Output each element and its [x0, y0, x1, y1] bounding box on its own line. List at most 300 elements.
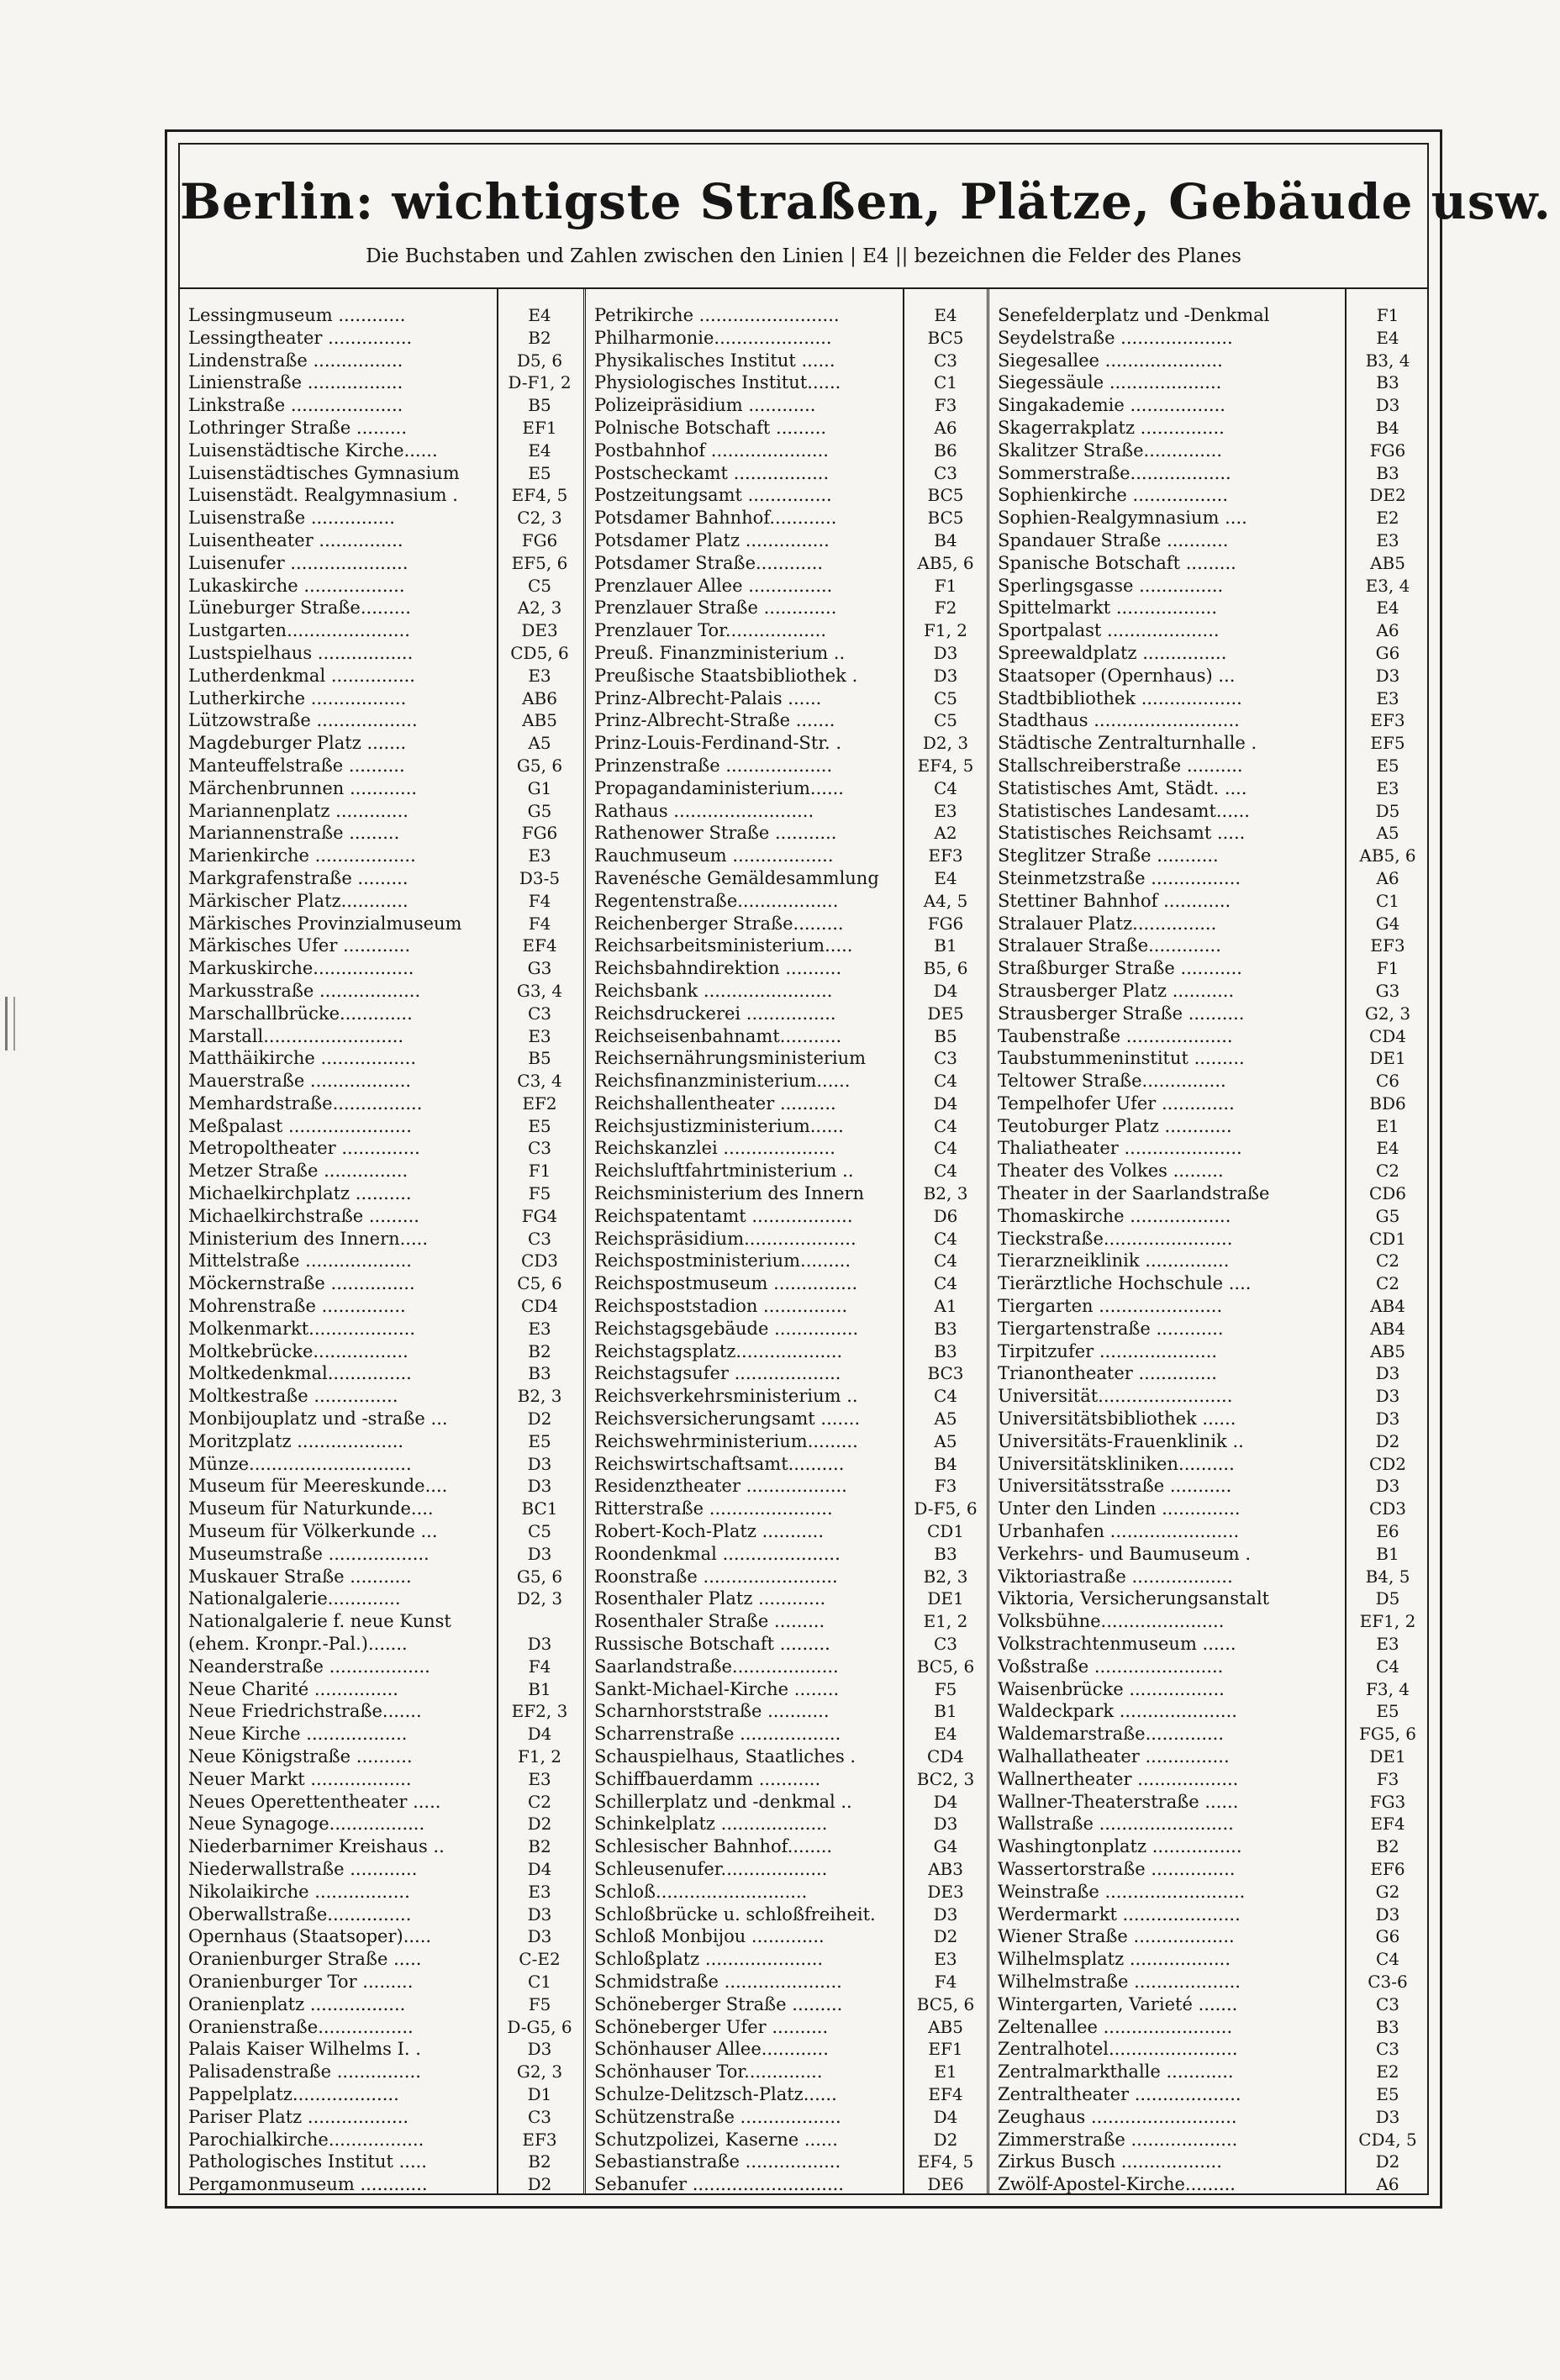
- entry-name: Senefelderplatz und -Denkmal: [998, 305, 1270, 325]
- index-entry: [180, 1858, 583, 1881]
- entry-grid-code: DE5: [927, 1003, 964, 1024]
- index-entry: [586, 1205, 987, 1228]
- entry-name: Weinstraße .........................: [998, 1881, 1246, 1902]
- entry-name: Tierärztliche Hochschule ....: [998, 1273, 1252, 1294]
- entry-grid-code: DE3: [927, 1881, 964, 1902]
- entry-name: Neue Friedrichstraße.......: [188, 1701, 422, 1722]
- entry-grid-code: D3: [527, 1453, 552, 1474]
- index-entry: [989, 1340, 1429, 1363]
- entry-grid-code: C5: [933, 710, 958, 731]
- index-entry: [989, 642, 1429, 665]
- entry-grid-code: C2: [1375, 1273, 1400, 1294]
- index-entry: [586, 935, 987, 957]
- entry-grid-code: B3: [528, 1363, 551, 1384]
- index-entry: [180, 1633, 583, 1656]
- index-entry: [989, 1678, 1429, 1701]
- entry-name: Stralauer Platz...............: [998, 913, 1217, 934]
- entry-grid-code: B4, 5: [1365, 1566, 1410, 1587]
- entry-grid-code: E4: [1376, 1138, 1399, 1159]
- entry-name: Residenztheater ..................: [594, 1476, 847, 1497]
- entry-name: Nationalgalerie.............: [188, 1588, 401, 1609]
- index-entry: [989, 1070, 1429, 1093]
- entry-grid-code: A6: [1376, 2174, 1399, 2195]
- entry-name: Spandauer Straße ...........: [998, 529, 1229, 550]
- index-entry: [586, 529, 987, 552]
- entry-grid-code: C1: [933, 372, 958, 393]
- index-entry: [180, 1115, 583, 1138]
- entry-name: Marienkirche ..................: [188, 845, 416, 866]
- index-entry: [586, 1182, 987, 1205]
- index-entry: [586, 1835, 987, 1858]
- index-entry: [180, 507, 583, 529]
- entry-grid-code: FG6: [521, 823, 558, 844]
- entry-name: Regentenstraße..................: [594, 890, 839, 911]
- index-entry: [989, 417, 1429, 440]
- index-entry: [989, 1003, 1429, 1025]
- index-entry: [989, 1925, 1429, 1948]
- entry-name: Luisenstädtische Kirche......: [188, 440, 438, 461]
- index-entry: [989, 1700, 1429, 1723]
- entry-grid-code: E3: [1376, 1634, 1399, 1655]
- entry-grid-code: C4: [933, 1115, 958, 1136]
- index-rows: [586, 304, 987, 2196]
- entry-name: Thomaskirche ..................: [998, 1205, 1231, 1226]
- entry-name: Spreewaldplatz ...............: [998, 642, 1227, 663]
- index-entry: [586, 1971, 987, 1993]
- entry-name: Walhallatheater ...............: [998, 1746, 1230, 1767]
- index-entry: [586, 575, 987, 598]
- entry-grid-code: C3: [527, 1003, 552, 1024]
- index-entry: [180, 1070, 583, 1093]
- entry-name: Volksbühne......................: [998, 1611, 1225, 1632]
- entry-grid-code: C5: [527, 1521, 552, 1542]
- index-entry: [586, 2106, 987, 2129]
- entry-grid-code: B4: [1376, 417, 1399, 438]
- index-entry: [180, 1520, 583, 1543]
- index-entry: [180, 304, 583, 327]
- index-entry: [989, 1791, 1429, 1814]
- entry-grid-code: F4: [528, 890, 551, 911]
- index-entry: [586, 2151, 987, 2173]
- entry-grid-code: CD4: [926, 1746, 965, 1767]
- index-entry: [989, 1408, 1429, 1430]
- entry-name: Lustspielhaus .................: [188, 642, 414, 663]
- entry-name: Neue Synagoge.................: [188, 1814, 425, 1835]
- entry-grid-code: F1, 2: [923, 620, 968, 641]
- index-entry: [586, 957, 987, 980]
- index-entry: [180, 732, 583, 755]
- entry-name: Wallnertheater ..................: [998, 1768, 1239, 1789]
- entry-name: Reichspostmuseum ...............: [594, 1273, 858, 1294]
- entry-name: Pappelplatz...................: [188, 2083, 399, 2104]
- entry-grid-code: D4: [933, 2106, 958, 2127]
- entry-name: Roondenkmal .....................: [594, 1543, 841, 1564]
- entry-name: Oranienburger Straße .....: [188, 1949, 422, 1970]
- entry-grid-code: G2, 3: [516, 2061, 563, 2082]
- index-entry: [586, 2173, 987, 2196]
- index-entry: [180, 1250, 583, 1272]
- entry-name: Tieckstraße.......................: [998, 1228, 1233, 1249]
- entry-name: Singakademie .................: [998, 395, 1225, 416]
- entry-name: Zwölf-Apostel-Kirche.........: [998, 2174, 1236, 2195]
- entry-grid-code: D3: [527, 1926, 552, 1947]
- entry-name: Museum für Meereskunde....: [188, 1476, 448, 1497]
- index-entry: [180, 1408, 583, 1430]
- index-entry: [586, 1566, 987, 1588]
- index-entry: [180, 1318, 583, 1340]
- entry-grid-code: F1: [528, 1161, 551, 1182]
- entry-grid-code: C3: [933, 1048, 958, 1069]
- entry-name: Strausberger Straße ..........: [998, 1003, 1245, 1024]
- index-rows: [180, 304, 583, 2196]
- entry-name: Nikolaikirche .................: [188, 1881, 410, 1902]
- index-entry: [586, 1543, 987, 1566]
- index-entry: [180, 2083, 583, 2106]
- entry-name: Städtische Zentralturnhalle .: [998, 733, 1257, 754]
- entry-grid-code: D3: [933, 1903, 958, 1925]
- entry-name: (ehem. Kronpr.-Pal.).......: [188, 1634, 408, 1655]
- entry-grid-code: E5: [1376, 1701, 1399, 1722]
- entry-name: Neues Operettentheater .....: [188, 1791, 441, 1812]
- entry-name: Rathaus .........................: [594, 800, 814, 821]
- index-entry: [180, 1385, 583, 1408]
- index-entry: [586, 1858, 987, 1881]
- index-entry: [180, 665, 583, 687]
- entry-grid-code: EF3: [522, 2129, 557, 2150]
- index-entry: [989, 1723, 1429, 1746]
- entry-name: Sophienkirche .................: [998, 485, 1229, 506]
- entry-name: Reichspräsidium....................: [594, 1228, 856, 1249]
- entry-grid-code: B2, 3: [517, 1386, 562, 1407]
- entry-name: Mauerstraße ..................: [188, 1071, 412, 1092]
- index-entry: [180, 800, 583, 823]
- index-entry: [180, 1543, 583, 1566]
- index-entry: [586, 2038, 987, 2061]
- entry-grid-code: C4: [933, 1251, 958, 1272]
- entry-grid-code: D3: [527, 2039, 552, 2060]
- entry-grid-code: D3: [527, 1543, 552, 1564]
- index-entry: [989, 935, 1429, 957]
- entry-grid-code: FG4: [521, 1205, 558, 1226]
- entry-name: Luisenstädtisches Gymnasium: [188, 462, 460, 483]
- entry-name: Voßstraße .......................: [998, 1656, 1224, 1677]
- entry-grid-code: G2, 3: [1364, 1003, 1411, 1024]
- entry-name: Wassertorstraße ...............: [998, 1858, 1236, 1879]
- entry-grid-code: CD4: [520, 1296, 559, 1317]
- entry-name: Reichsversicherungsamt .......: [594, 1409, 861, 1430]
- index-entry: [180, 417, 583, 440]
- entry-name: Möckernstraße ...............: [188, 1273, 415, 1294]
- index-entry: [989, 1768, 1429, 1791]
- entry-name: Tiergartenstraße ............: [998, 1318, 1224, 1339]
- index-entry: [989, 1318, 1429, 1340]
- entry-name: Potsdamer Platz ...............: [594, 529, 830, 550]
- index-column-3: [987, 289, 1429, 2193]
- entry-name: Mohrenstraße ...............: [188, 1296, 406, 1317]
- entry-name: Russische Botschaft .........: [594, 1634, 830, 1655]
- index-entry: [989, 1633, 1429, 1656]
- entry-grid-code: G6: [1375, 642, 1400, 663]
- entry-grid-code: C2: [1375, 1251, 1400, 1272]
- index-entry: [989, 1385, 1429, 1408]
- entry-name: Reichsjustizministerium......: [594, 1115, 844, 1136]
- entry-grid-code: BC3: [927, 1363, 964, 1384]
- index-entry: [989, 1272, 1429, 1295]
- index-entry: [586, 1656, 987, 1678]
- entry-name: Viktoria, Versicherungsanstalt: [998, 1588, 1270, 1609]
- entry-grid-code: C4: [933, 1161, 958, 1182]
- entry-grid-code: C5, 6: [517, 1273, 562, 1294]
- entry-grid-code: B3: [934, 1340, 957, 1361]
- entry-name: Prinz-Albrecht-Palais ......: [594, 687, 822, 708]
- entry-name: Taubstummeninstitut .........: [998, 1048, 1245, 1069]
- entry-name: Wiener Straße ..................: [998, 1926, 1235, 1947]
- index-entry: [586, 755, 987, 777]
- entry-grid-code: A1: [934, 1296, 957, 1317]
- entry-grid-code: F1: [1376, 305, 1399, 325]
- index-entry: [586, 913, 987, 935]
- entry-grid-code: E3: [528, 665, 551, 686]
- entry-grid-code: EF3: [1370, 935, 1405, 956]
- entry-name: Märkisches Ufer ............: [188, 935, 411, 956]
- entry-name: Reichstagsplatz...................: [594, 1340, 843, 1361]
- entry-name: Scharnhorststraße ...........: [594, 1701, 830, 1722]
- entry-grid-code: AB5, 6: [1359, 845, 1416, 866]
- entry-name: Lindenstraße ................: [188, 350, 403, 371]
- entry-name: Propagandaministerium......: [594, 777, 844, 798]
- entry-grid-code: D1: [527, 2083, 552, 2104]
- index-entry: [586, 350, 987, 372]
- entry-name: Prenzlauer Tor..................: [594, 620, 826, 641]
- index-entry: [180, 1025, 583, 1048]
- index-entry: [180, 597, 583, 619]
- index-entry: [180, 1182, 583, 1205]
- entry-name: Niederwallstraße ............: [188, 1858, 418, 1879]
- index-entry: [180, 1272, 583, 1295]
- street-index-table: [180, 287, 1427, 2193]
- index-entry: [989, 1543, 1429, 1566]
- entry-grid-code: C3: [527, 1228, 552, 1249]
- entry-grid-code: F1: [1376, 958, 1399, 979]
- index-entry: [586, 867, 987, 890]
- entry-grid-code: B3: [1376, 462, 1399, 483]
- index-entry: [989, 1025, 1429, 1048]
- entry-grid-code: D5: [1375, 800, 1400, 821]
- entry-name: Mariannenstraße .........: [188, 823, 400, 844]
- index-entry: [989, 1993, 1429, 2016]
- entry-name: Marschallbrücke.............: [188, 1003, 413, 1024]
- entry-name: Trianontheater ..............: [998, 1363, 1217, 1384]
- entry-grid-code: C3: [527, 1138, 552, 1159]
- entry-name: Skalitzer Straße..............: [998, 440, 1223, 461]
- entry-name: Siegesallee .....................: [998, 350, 1223, 371]
- index-entry: [586, 394, 987, 417]
- entry-name: Linienstraße .................: [188, 372, 403, 393]
- index-entry: [180, 777, 583, 800]
- entry-name: Petrikirche .........................: [594, 305, 840, 325]
- entry-grid-code: E3: [1376, 687, 1399, 708]
- entry-grid-code: D-G5, 6: [507, 2016, 572, 2037]
- index-entry: [586, 845, 987, 867]
- entry-name: Palais Kaiser Wilhelms I. .: [188, 2039, 421, 2060]
- entry-name: Reichswirtschaftsamt..........: [594, 1453, 845, 1474]
- entry-grid-code: FG3: [1369, 1791, 1406, 1812]
- index-entry: [989, 687, 1429, 710]
- index-entry: [989, 890, 1429, 913]
- entry-name: Statistisches Reichsamt .....: [998, 823, 1246, 844]
- entry-grid-code: D3: [1375, 1386, 1400, 1407]
- index-entry: [586, 1295, 987, 1318]
- index-entry: [989, 1295, 1429, 1318]
- entry-grid-code: FG6: [521, 529, 558, 550]
- entry-name: Physikalisches Institut ......: [594, 350, 835, 371]
- index-entry: [180, 2016, 583, 2039]
- entry-grid-code: CD4: [1368, 1025, 1407, 1046]
- index-entry: [180, 1948, 583, 1971]
- entry-grid-code: AB6: [522, 687, 557, 708]
- index-entry: [989, 1093, 1429, 1115]
- index-entry: [180, 1678, 583, 1701]
- entry-name: Reichskanzlei ....................: [594, 1138, 835, 1159]
- index-entry: [989, 2106, 1429, 2129]
- entry-grid-code: DE3: [521, 620, 558, 641]
- index-entry: [586, 1993, 987, 2016]
- entry-grid-code: B1: [528, 1678, 551, 1699]
- entry-name: Lustgarten......................: [188, 620, 410, 641]
- entry-name: Reichspatentamt ..................: [594, 1205, 853, 1226]
- entry-grid-code: C3: [1375, 1993, 1400, 2014]
- entry-grid-code: D3: [933, 665, 958, 686]
- index-entry: [180, 1993, 583, 2016]
- index-entry: [989, 1835, 1429, 1858]
- entry-grid-code: EF4, 5: [511, 485, 568, 506]
- entry-grid-code: E3: [528, 1881, 551, 1902]
- entry-grid-code: C3: [933, 462, 958, 483]
- index-entry: [180, 1768, 583, 1791]
- index-entry: [989, 1971, 1429, 1993]
- entry-grid-code: EF4: [522, 935, 557, 956]
- entry-grid-code: CD6: [1368, 1183, 1407, 1204]
- entry-grid-code: BC5: [927, 327, 964, 348]
- entry-name: Niederbarnimer Kreishaus ..: [188, 1836, 445, 1857]
- index-entry: [586, 1228, 987, 1251]
- index-entry: [586, 417, 987, 440]
- entry-name: Markuskirche..................: [188, 958, 414, 979]
- entry-name: Schulze-Delitzsch-Platz......: [594, 2083, 837, 2104]
- index-entry: [586, 2083, 987, 2106]
- entry-grid-code: G1: [527, 777, 552, 798]
- entry-name: Nationalgalerie f. neue Kunst: [188, 1611, 451, 1632]
- entry-name: Metzer Straße ...............: [188, 1161, 408, 1182]
- index-entry: [586, 1160, 987, 1182]
- index-entry: [989, 2173, 1429, 2196]
- entry-grid-code: D3: [1375, 665, 1400, 686]
- index-entry: [989, 371, 1429, 394]
- index-entry: [989, 327, 1429, 350]
- index-entry: [586, 327, 987, 350]
- scan-margin-mark: [5, 997, 15, 1050]
- entry-grid-code: B2: [1376, 1836, 1399, 1857]
- entry-grid-code: B2: [528, 327, 551, 348]
- entry-name: Schiffbauerdamm ...........: [594, 1768, 821, 1789]
- index-entry: [180, 2173, 583, 2196]
- entry-grid-code: CD2: [1368, 1453, 1407, 1474]
- entry-grid-code: G4: [1375, 913, 1400, 934]
- index-entry: [586, 1115, 987, 1138]
- entry-grid-code: EF1, 2: [1359, 1611, 1416, 1632]
- index-entry: [586, 1430, 987, 1453]
- entry-name: Stadtbibliothek ..................: [998, 687, 1242, 708]
- index-entry: [586, 1385, 987, 1408]
- index-entry: [989, 2083, 1429, 2106]
- index-entry: [586, 1025, 987, 1048]
- index-entry: [180, 1813, 583, 1835]
- page-subtitle: Die Buchstaben und Zahlen zwischen den Linien | E4 || bezeichnen die Felder des Planes: [366, 245, 1241, 267]
- entry-grid-code: A6: [934, 417, 957, 438]
- entry-name: Palisadenstraße ...............: [188, 2061, 421, 2082]
- entry-name: Urbanhafen .......................: [998, 1521, 1240, 1542]
- entry-name: Wallner-Theaterstraße ......: [998, 1791, 1239, 1812]
- entry-grid-code: E4: [1376, 327, 1399, 348]
- entry-name: Reichstagsgebäude ...............: [594, 1318, 859, 1339]
- entry-name: Memhardstraße................: [188, 1093, 423, 1114]
- entry-grid-code: A5: [1376, 823, 1399, 844]
- index-entry: [989, 484, 1429, 507]
- entry-grid-code: CD3: [520, 1251, 559, 1272]
- entry-name: Reichshallentheater ..........: [594, 1093, 836, 1114]
- entry-grid-code: EF5, 6: [511, 552, 568, 573]
- entry-grid-code: F3: [1376, 1768, 1399, 1789]
- entry-grid-code: EF4, 5: [917, 2151, 974, 2172]
- entry-name: Sankt-Michael-Kirche ........: [594, 1678, 840, 1699]
- entry-grid-code: D3: [933, 642, 958, 663]
- index-entry: [586, 1250, 987, 1272]
- entry-grid-code: C2: [1375, 1161, 1400, 1182]
- index-entry: [989, 1475, 1429, 1498]
- entry-name: Monbijouplatz und -straße ...: [188, 1409, 448, 1430]
- entry-name: Wilhelmsplatz ..................: [998, 1949, 1231, 1970]
- entry-name: Lutherkirche .................: [188, 687, 407, 708]
- index-entry: [586, 1272, 987, 1295]
- entry-grid-code: C4: [1375, 1656, 1400, 1677]
- entry-grid-code: D4: [933, 1791, 958, 1812]
- entry-name: Lessingmuseum ............: [188, 305, 406, 325]
- entry-grid-code: B2: [528, 1836, 551, 1857]
- index-entry: [586, 619, 987, 642]
- entry-grid-code: D2: [933, 2129, 958, 2150]
- entry-grid-code: EF2: [522, 1093, 557, 1114]
- index-entry: [586, 1520, 987, 1543]
- entry-grid-code: C3: [933, 350, 958, 371]
- entry-grid-code: C3: [933, 1634, 958, 1655]
- entry-grid-code: E4: [1376, 598, 1399, 619]
- index-entry: [989, 575, 1429, 598]
- index-entry: [180, 1746, 583, 1768]
- entry-name: Schmidstraße .....................: [594, 1971, 842, 1992]
- entry-name: Oberwallstraße...............: [188, 1903, 412, 1925]
- entry-name: Markusstraße ..................: [188, 980, 421, 1001]
- index-entry: [586, 1408, 987, 1430]
- entry-name: Waldeckpark .....................: [998, 1701, 1237, 1722]
- entry-grid-code: C3, 4: [517, 1071, 562, 1092]
- entry-name: Neue Kirche ..................: [188, 1724, 408, 1745]
- entry-name: Schönhauser Tor..............: [594, 2061, 823, 2082]
- entry-grid-code: C4: [933, 1228, 958, 1249]
- entry-name: Rauchmuseum ..................: [594, 845, 834, 866]
- entry-name: Metropoltheater ..............: [188, 1138, 420, 1159]
- entry-grid-code: E5: [1376, 2083, 1399, 2104]
- entry-name: Wilhelmstraße ...................: [998, 1971, 1241, 1992]
